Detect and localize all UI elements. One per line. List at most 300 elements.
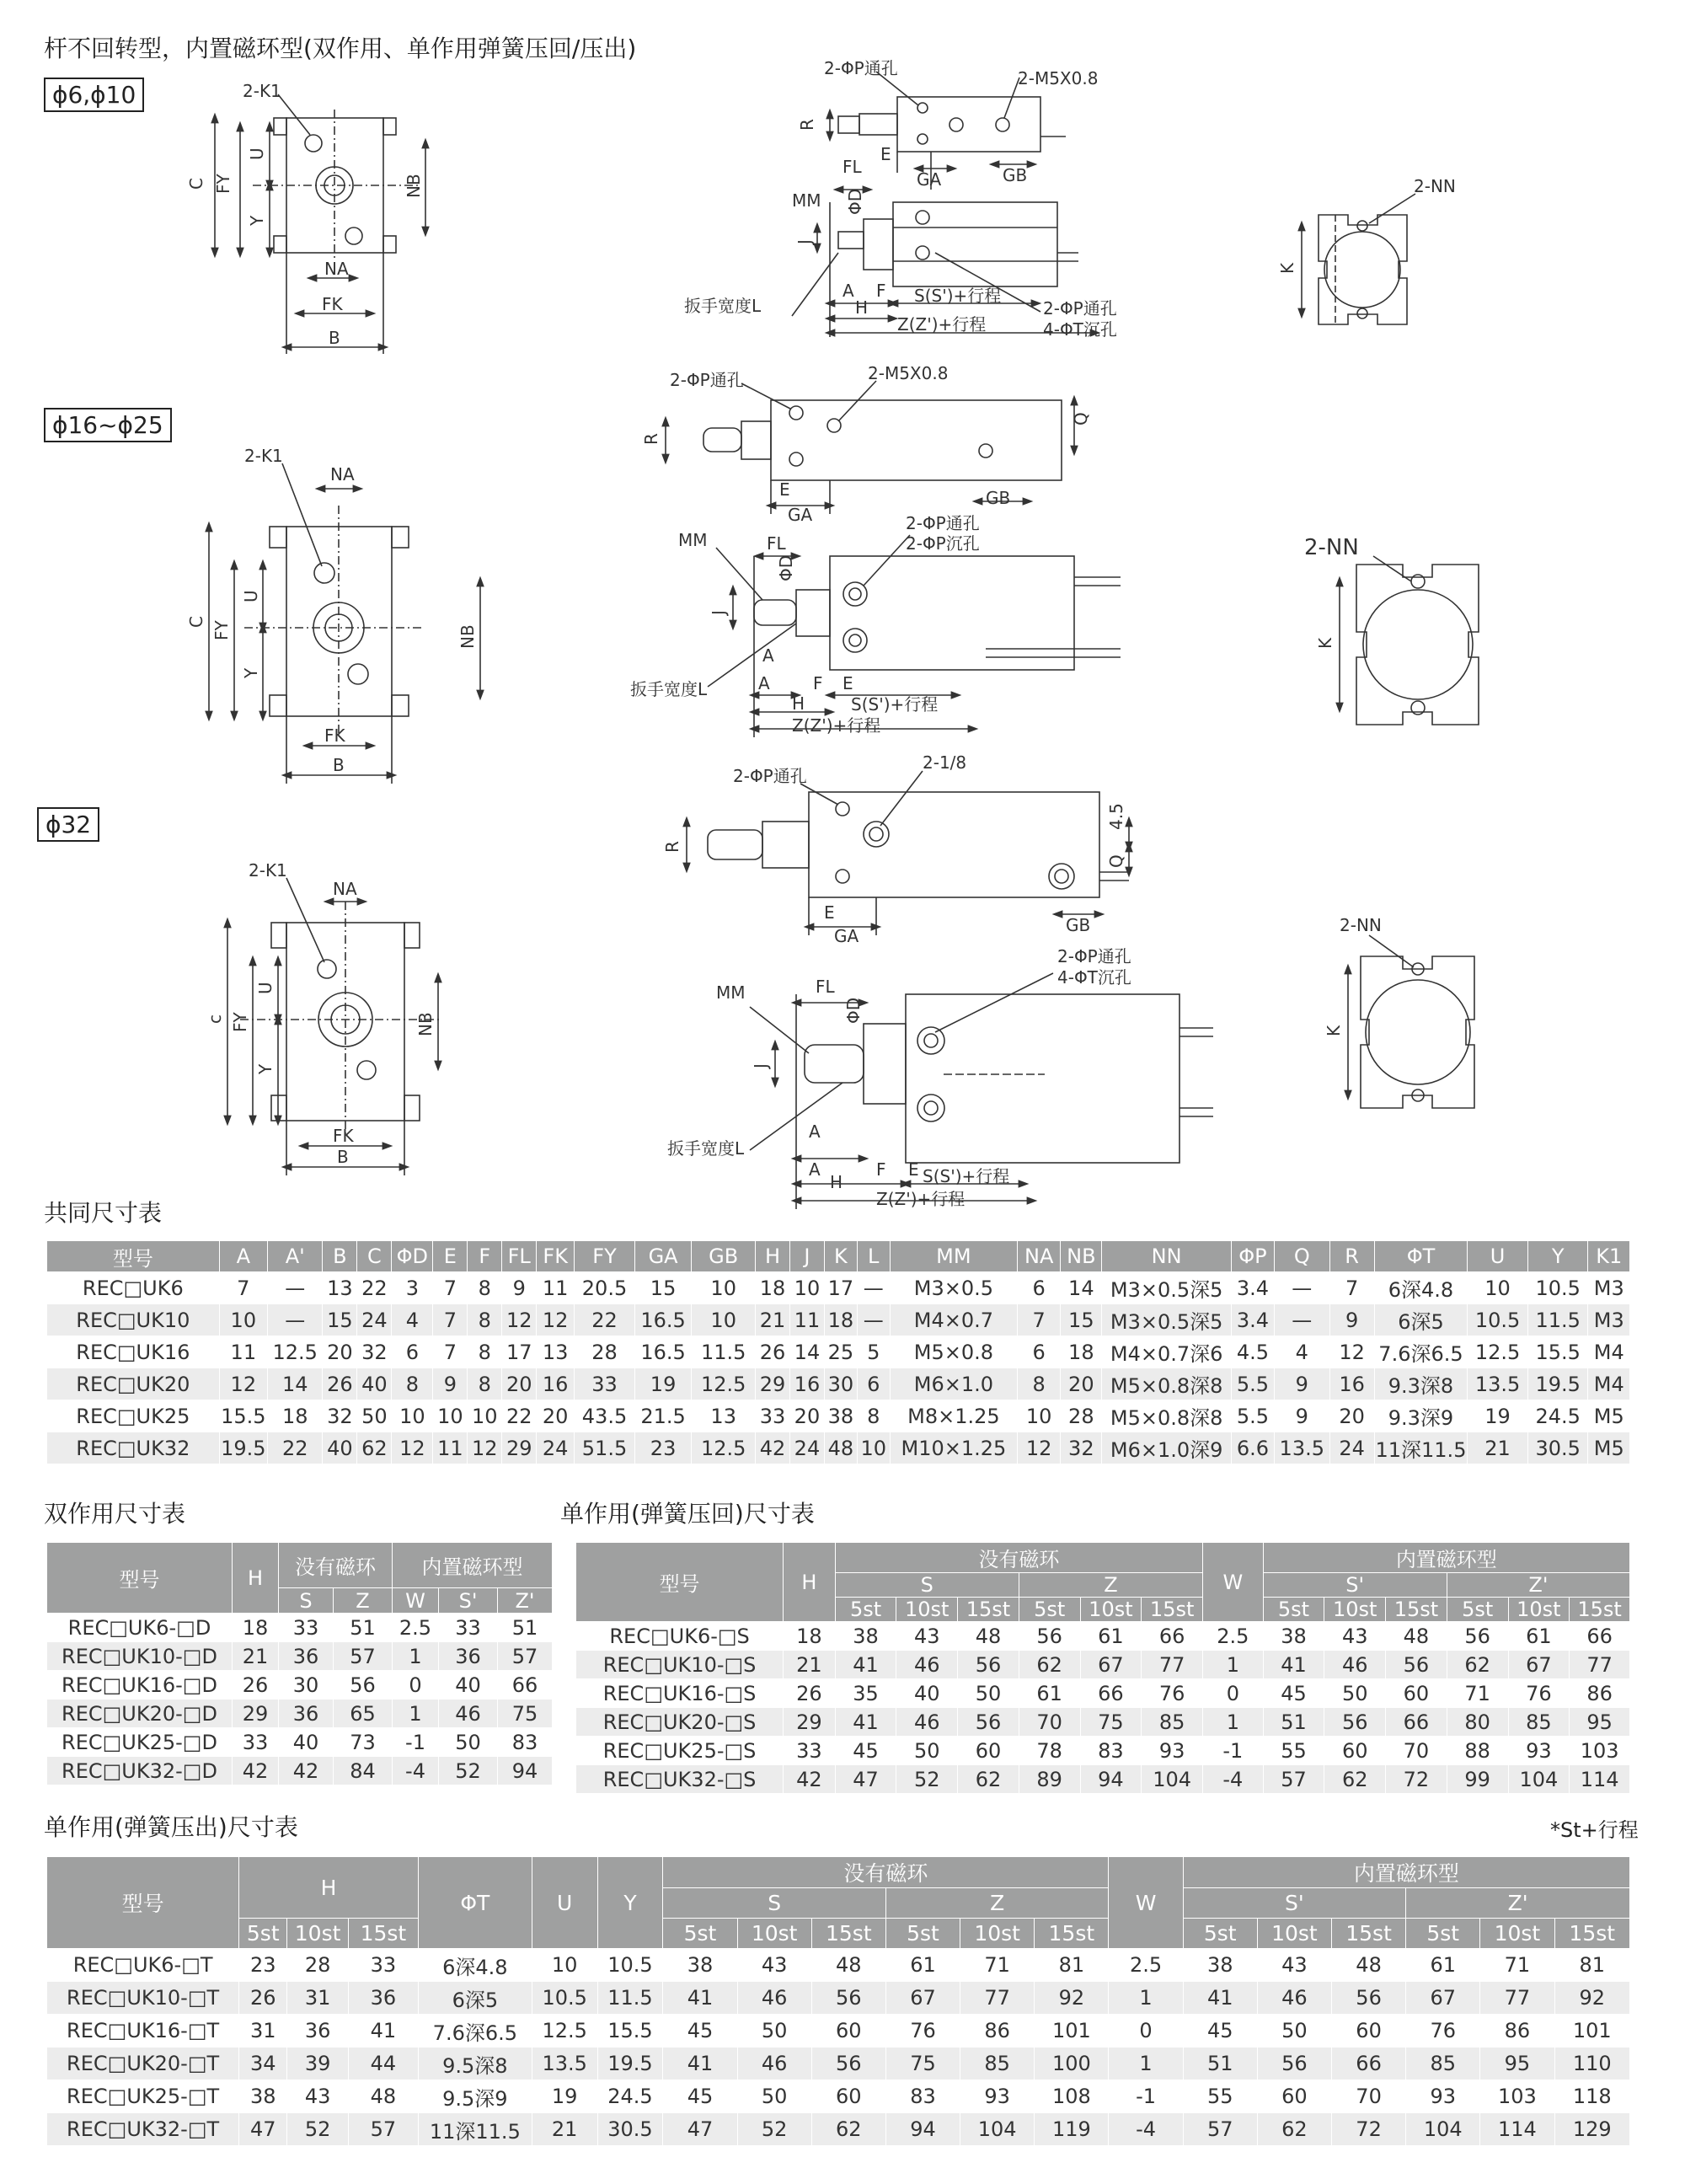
table-cell: M3 [1588,1272,1630,1304]
table-cell: 41 [835,1651,896,1679]
end-view-1 [1302,194,1415,324]
table-cell: 24 [1329,1432,1374,1464]
table-cell: 42 [279,1757,334,1785]
header-no-magnet: 没有磁环 [663,1857,1109,1888]
table-cell: 28 [1061,1400,1102,1432]
table-cell: 47 [835,1765,896,1794]
table-cell: 50 [896,1737,958,1765]
table-cell: 11.5 [692,1336,756,1368]
table-cell: 76 [1142,1679,1203,1708]
header-model: 型号 [576,1543,784,1622]
table-cell: 119 [1035,2113,1109,2146]
table-cell: M3×0.5深5 [1102,1272,1232,1304]
table-cell: -4 [1109,2113,1183,2146]
table-cell: 21 [1468,1432,1528,1464]
svg-text:Z(Z')+行程: Z(Z')+行程 [792,715,881,736]
column-header: GA [634,1241,692,1272]
table-cell: — [1275,1304,1329,1336]
table-cell: 15 [323,1304,357,1336]
table-cell: 66 [1142,1622,1203,1651]
svg-text:NB: NB [457,624,478,649]
table-cell: 13 [537,1336,575,1368]
model-cell: REC□UK6-□T [47,1949,239,1982]
table-cell: 52 [287,2113,349,2146]
column-header: L [857,1241,890,1272]
table-cell: 9 [1329,1304,1374,1336]
model-cell: REC□UK16-□T [47,2015,239,2048]
table-row [576,1679,1630,1708]
table-row [47,1432,1630,1464]
table-cell: 104 [1508,1765,1570,1794]
table-cell: 3 [392,1272,433,1304]
table-cell: 1 [1203,1651,1264,1679]
table-cell: 11 [219,1336,267,1368]
table-cell: 50 [737,2015,811,2048]
table-cell: 55 [1183,2080,1257,2113]
table-cell: M4 [1588,1368,1630,1400]
table-cell: 101 [1554,2015,1630,2048]
column-header: FY [575,1241,635,1272]
table-cell: M3×0.5深5 [1102,1304,1232,1336]
svg-text:FY: FY [211,620,232,640]
table-cell: 95 [1570,1708,1630,1737]
table-cell: 85 [1508,1708,1570,1737]
size-label-16-25: ϕ16~ϕ25 [44,408,172,442]
model-cell: REC□UK10-□S [576,1651,784,1679]
table-cell: 60 [1331,2015,1405,2048]
svg-text:Y: Y [255,1063,275,1074]
table-cell: 6.6 [1231,1432,1274,1464]
svg-text:MM: MM [716,982,746,1003]
header-w: W [1203,1543,1264,1622]
svg-text:C: C [186,178,206,190]
model-cell: REC□UK20-□S [576,1708,784,1737]
table-cell: 24 [537,1432,575,1464]
svg-text:2-NN: 2-NN [1304,535,1359,560]
table-row [47,1400,1630,1432]
stroke-header: 5st [1183,1919,1257,1949]
table-cell: 4 [392,1304,433,1336]
table-cell: 46 [439,1700,498,1728]
table-cell: 62 [1019,1651,1080,1679]
table-cell: 10 [789,1272,824,1304]
table-cell: 56 [1331,1982,1405,2015]
table-cell: 50 [1324,1679,1386,1708]
table-cell: 114 [1480,2113,1554,2146]
table-cell: 56 [958,1651,1019,1679]
table-cell: 20 [502,1368,537,1400]
table-cell: 88 [1447,1737,1508,1765]
table-cell: 38 [239,2080,287,2113]
table-cell: M8×1.25 [890,1400,1017,1432]
svg-text:B: B [333,755,345,775]
svg-text:MM: MM [792,190,821,211]
table-cell: 60 [811,2015,885,2048]
stroke-header: 10st [1324,1598,1386,1622]
stroke-header: 5st [885,1919,960,1949]
table-cell: 36 [439,1642,498,1671]
table-cell: 24 [789,1432,824,1464]
svg-text:A: A [762,645,774,666]
table-cell: 36 [287,2015,349,2048]
stroke-header: 5st [663,1919,737,1949]
stroke-header: 15st [1386,1598,1447,1622]
table-cell: 85 [1142,1708,1203,1737]
front-view-2-labels [186,446,478,775]
table-cell: 61 [885,1949,960,1982]
table-cell: 51.5 [575,1432,635,1464]
column-header: GB [692,1241,756,1272]
double-table-title: 双作用尺寸表 [44,1500,186,1528]
table-cell: 40 [279,1728,334,1757]
table-cell: 52 [896,1765,958,1794]
model-cell: REC□UK25 [47,1400,220,1432]
svg-text:2-NN: 2-NN [1340,915,1382,935]
single-return-table [575,1542,1630,1794]
table-cell: 9.3深8 [1374,1368,1468,1400]
table-cell: 23 [239,1949,287,1982]
table-cell: 43.5 [575,1400,635,1432]
table-cell: 20 [1061,1368,1102,1400]
table-row [47,2113,1630,2146]
column-header: NN [1102,1241,1232,1272]
table-cell: 20.5 [575,1272,635,1304]
table-cell: 75 [1080,1708,1142,1737]
column-header: R [1329,1241,1374,1272]
svg-text:Z(Z')+行程: Z(Z')+行程 [876,1189,966,1209]
svg-text:A: A [842,281,854,301]
table-cell: 12.5 [1468,1336,1528,1368]
table-cell: 83 [885,2080,960,2113]
stroke-header: 10st [960,1919,1035,1949]
table-row [47,1671,553,1700]
table-cell: 41 [835,1708,896,1737]
table-row [576,1737,1630,1765]
table-cell: 22 [357,1272,392,1304]
header-h: H [239,1857,419,1919]
svg-text:ΦD: ΦD [776,554,796,581]
table-cell: 77 [1570,1651,1630,1679]
table-cell: 77 [960,1982,1035,2015]
svg-text:R: R [662,841,682,853]
table-cell: 9.3深9 [1374,1400,1468,1432]
table-cell: 9.5深9 [418,2080,532,2113]
model-cell: REC□UK16-□S [576,1679,784,1708]
column-header: K [824,1241,857,1272]
table-cell: M5 [1588,1432,1630,1464]
svg-text:E: E [908,1159,919,1180]
svg-text:2-ΦP通孔: 2-ΦP通孔 [670,370,744,390]
table-cell: 57 [1263,1765,1324,1794]
table-cell: 57 [348,2113,418,2146]
header-magnet: 内置磁环型 [1183,1857,1629,1888]
table-cell: 62 [811,2113,885,2146]
model-cell: REC□UK10-□T [47,1982,239,2015]
table-cell: 2.5 [393,1614,439,1642]
table-cell: 43 [1257,1949,1331,1982]
table-cell: 93 [1142,1737,1203,1765]
header-z-prime: Z' [1447,1573,1629,1598]
table-cell: 94 [498,1757,553,1785]
table-cell: 60 [1324,1737,1386,1765]
table-cell: 81 [1035,1949,1109,1982]
table-cell: 0 [393,1671,439,1700]
svg-text:2-M5X0.8: 2-M5X0.8 [1018,68,1099,88]
table-row [576,1622,1630,1651]
svg-text:C: C [186,616,206,628]
table-cell: 15.5 [219,1400,267,1432]
table-cell: 56 [1019,1622,1080,1651]
table-cell: 19.5 [219,1432,267,1464]
svg-text:Y: Y [247,215,267,226]
table-cell: 95 [1480,2048,1554,2080]
table-cell: 18 [824,1304,857,1336]
table-cell: 9 [433,1368,468,1400]
table-cell: M3×0.5 [890,1272,1017,1304]
svg-text:扳手宽度L: 扳手宽度L [684,296,762,316]
table-cell: 60 [1386,1679,1447,1708]
table-cell: 92 [1554,1982,1630,2015]
table-row [47,1304,1630,1336]
table-cell: 46 [1257,1982,1331,2015]
table-cell: 26 [323,1368,357,1400]
table-cell: 11.5 [1527,1304,1588,1336]
stroke-header: 10st [896,1598,958,1622]
svg-text:NB: NB [404,174,424,198]
table-cell: 10 [433,1400,468,1432]
table-cell: 50 [737,2080,811,2113]
table-cell: 18 [784,1622,836,1651]
column-header: F [468,1241,502,1272]
table-cell: 118 [1554,2080,1630,2113]
table-cell: 45 [663,2080,737,2113]
table-cell: 85 [1406,2048,1480,2080]
table-cell: 83 [1080,1737,1142,1765]
table-cell: 72 [1386,1765,1447,1794]
table-cell: 12 [502,1304,537,1336]
table-cell: 38 [835,1622,896,1651]
svg-text:扳手宽度L: 扳手宽度L [667,1138,745,1159]
table-cell: 6深4.8 [418,1949,532,1982]
svg-text:S(S')+行程: S(S')+行程 [923,1166,1010,1186]
table-cell: 46 [737,1982,811,2015]
table-cell: 61 [1406,1949,1480,1982]
table-cell: 29 [784,1708,836,1737]
header-z-prime: Z' [498,1588,553,1614]
column-header: C [357,1241,392,1272]
header-y: Y [597,1857,663,1949]
stroke-header: 15st [1035,1919,1109,1949]
table-cell: 67 [1080,1651,1142,1679]
table-cell: 7 [433,1272,468,1304]
table-cell: 32 [323,1400,357,1432]
header-h: H [233,1543,279,1614]
table-cell: 56 [1324,1708,1386,1737]
table-cell: 15.5 [1527,1336,1588,1368]
svg-text:GB: GB [1066,915,1091,935]
table-cell: 48 [348,2080,418,2113]
table-cell: 80 [1447,1708,1508,1737]
table-cell: 33 [348,1949,418,1982]
table-cell: 7 [1329,1272,1374,1304]
column-header: H [756,1241,790,1272]
table-cell: 15 [634,1272,692,1304]
table-cell: 33 [439,1614,498,1642]
table-cell: 21 [532,2113,597,2146]
header-t: ΦT [418,1857,532,1949]
table-cell: 103 [1570,1737,1630,1765]
table-cell: 20 [323,1336,357,1368]
table-cell: 38 [1183,1949,1257,1982]
table-cell: 0 [1203,1679,1264,1708]
table-cell: 75 [498,1700,553,1728]
header-s-prime: S' [1183,1888,1406,1919]
svg-text:H: H [855,297,869,318]
svg-text:GA: GA [834,926,859,946]
table-cell: 6深5 [1374,1304,1468,1336]
model-cell: REC□UK6-□S [576,1622,784,1651]
header-s: S [279,1588,334,1614]
table-cell: 17 [502,1336,537,1368]
table-cell: 83 [498,1728,553,1757]
table-cell: 45 [835,1737,896,1765]
header-s: S [663,1888,886,1919]
svg-text:E: E [824,902,835,923]
table-cell: 15 [1061,1304,1102,1336]
table-cell: 11 [537,1272,575,1304]
table-cell: 30 [279,1671,334,1700]
model-cell: REC□UK10 [47,1304,220,1336]
table-cell: 30.5 [1527,1432,1588,1464]
svg-text:2-ΦP通孔: 2-ΦP通孔 [824,58,898,78]
table-cell: 99 [1447,1765,1508,1794]
column-header: ΦD [392,1241,433,1272]
svg-text:F: F [876,1159,886,1180]
stroke-header: 15st [1331,1919,1405,1949]
svg-text:B: B [337,1147,349,1167]
table-cell: 8 [1018,1368,1061,1400]
table-cell: 72 [1331,2113,1405,2146]
column-header: Y [1527,1241,1588,1272]
svg-text:GA: GA [788,505,813,525]
table-cell: 22 [575,1304,635,1336]
double-action-table [46,1542,553,1785]
table-cell: M5×0.8深8 [1102,1400,1232,1432]
table-cell: 47 [663,2113,737,2146]
header-w: W [393,1588,439,1614]
table-cell: M4 [1588,1336,1630,1368]
side-view-top-3-labels [662,752,1126,946]
table-row [576,1651,1630,1679]
column-header: A [219,1241,267,1272]
stroke-header: 15st [1570,1598,1630,1622]
table-cell: 12.5 [692,1368,756,1400]
svg-text:K: K [1277,262,1297,274]
table-cell: 62 [1447,1651,1508,1679]
table-cell: 44 [348,2048,418,2080]
svg-text:S(S')+行程: S(S')+行程 [914,286,1002,306]
model-cell: REC□UK32-□D [47,1757,233,1785]
stroke-header: 15st [348,1919,418,1949]
table-cell: 93 [1406,2080,1480,2113]
svg-text:2-ΦP通孔: 2-ΦP通孔 [733,766,807,786]
stroke-header: 10st [1257,1919,1331,1949]
table-cell: 18 [1061,1336,1102,1368]
end-view-2-labels [1304,535,1359,649]
table-cell: 51 [498,1614,553,1642]
svg-text:Q: Q [1106,854,1126,868]
table-cell: 14 [267,1368,322,1400]
side-view-bottom-2-labels [630,513,980,736]
table-cell: 19 [1468,1400,1528,1432]
table-cell: 42 [756,1432,790,1464]
table-cell: 41 [348,2015,418,2048]
table-cell: 51 [334,1614,393,1642]
table-cell: — [267,1304,322,1336]
single-in-table-title: 单作用(弹簧压回)尺寸表 [560,1500,815,1528]
table-cell: 62 [1324,1765,1386,1794]
table-cell: 1 [393,1642,439,1671]
page-title: 杆不回转型，内置磁环型(双作用、单作用弹簧压回/压出) [44,35,637,62]
table-cell: 56 [1447,1622,1508,1651]
header-z-prime: Z' [1406,1888,1630,1919]
table-cell: 25 [824,1336,857,1368]
model-cell: REC□UK20-□D [47,1700,233,1728]
table-cell: 6深4.8 [1374,1272,1468,1304]
table-cell: 10.5 [597,1949,663,1982]
table-cell: 51 [1263,1708,1324,1737]
table-cell: 76 [1406,2015,1480,2048]
model-cell: REC□UK25-□T [47,2080,239,2113]
stroke-header: 10st [1508,1598,1570,1622]
table-cell: 56 [958,1708,1019,1737]
table-cell: 18 [267,1400,322,1432]
single-out-table-title: 单作用(弹簧压出)尺寸表 [44,1813,298,1841]
table-cell: 10 [468,1400,502,1432]
column-header: NA [1018,1241,1061,1272]
table-cell: 6深5 [418,1982,532,2015]
table-cell: 34 [239,2048,287,2080]
column-header: A' [267,1241,322,1272]
table-cell: 13 [323,1272,357,1304]
table-cell: 46 [1324,1651,1386,1679]
model-cell: REC□UK32-□S [576,1765,784,1794]
table-cell: 28 [575,1336,635,1368]
svg-text:J: J [794,239,815,244]
table-cell: 73 [334,1728,393,1757]
table-cell: 41 [663,1982,737,2015]
table-cell: 18 [756,1272,790,1304]
header-model: 型号 [47,1857,239,1949]
table-cell: M10×1.25 [890,1432,1017,1464]
table-cell: 8 [468,1304,502,1336]
table-cell: 6 [857,1368,890,1400]
table-cell: 29 [233,1700,279,1728]
table-cell: 12 [219,1368,267,1400]
table-cell: 77 [1142,1651,1203,1679]
model-cell: REC□UK32-□T [47,2113,239,2146]
table-cell: 30.5 [597,2113,663,2146]
table-cell: 67 [885,1982,960,2015]
table-cell: 61 [1080,1622,1142,1651]
table-cell: 43 [737,1949,811,1982]
svg-text:H: H [830,1172,843,1192]
table-cell: 51 [1183,2048,1257,2080]
table-cell: 32 [357,1336,392,1368]
table-cell: 61 [1019,1679,1080,1708]
svg-text:GB: GB [986,488,1011,508]
table-cell: — [857,1304,890,1336]
